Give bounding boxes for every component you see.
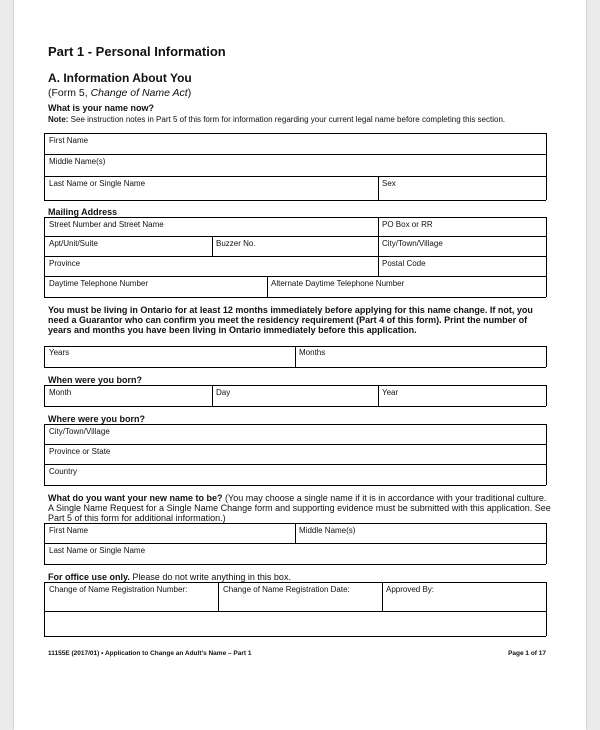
name-now-question: What is your name now? (48, 103, 155, 113)
birth-city-field[interactable]: City/Town/Village (49, 427, 110, 436)
birth-country-field[interactable]: Country (49, 467, 78, 476)
sex-field[interactable]: Sex (382, 179, 396, 188)
apt-field[interactable]: Apt/Unit/Suite (49, 239, 98, 248)
mailing-address-heading: Mailing Address (48, 207, 118, 217)
approved-by-box: Approved By: (386, 585, 435, 594)
alt-phone-field[interactable]: Alternate Daytime Telephone Number (271, 279, 405, 288)
birth-place-question: Where were you born? (48, 414, 146, 424)
birth-month-field[interactable]: Month (49, 388, 72, 397)
residency-text: You must be living in Ontario for at least 12 months immediately before applying for this name change. If not, you need a Guarantor who can confirm you meet the residency requirement (Part 4 of this form). Print the number of years and months you have been living in Ontario immediately before this application. (48, 305, 533, 335)
part-title: Part 1 - Personal Information (48, 44, 226, 59)
registration-date-box: Change of Name Registration Date: (223, 585, 350, 594)
new-first-name-field[interactable]: First Name (49, 526, 89, 535)
province-field[interactable]: Province (49, 259, 81, 268)
city-field[interactable]: City/Town/Village (382, 239, 443, 248)
years-field[interactable]: Years (49, 348, 70, 357)
registration-number-box: Change of Name Registration Number: (49, 585, 188, 594)
birth-date-question: When were you born? (48, 375, 143, 385)
footer-form-id: 11155E (2017/01) • Application to Change an Adult’s Name – Part 1 (48, 650, 252, 657)
birth-day-field[interactable]: Day (216, 388, 231, 397)
new-last-name-field[interactable]: Last Name or Single Name (49, 546, 146, 555)
form-reference: (Form 5, Change of Name Act) (48, 87, 192, 99)
months-field[interactable]: Months (299, 348, 326, 357)
birth-year-field[interactable]: Year (382, 388, 399, 397)
po-box-field[interactable]: PO Box or RR (382, 220, 433, 229)
last-name-field[interactable]: Last Name or Single Name (49, 179, 146, 188)
postal-code-field[interactable]: Postal Code (382, 259, 426, 268)
office-use-text: For office use only. Please do not write anything in this box. (48, 572, 291, 582)
middle-names-field[interactable]: Middle Name(s) (49, 157, 106, 166)
buzzer-field[interactable]: Buzzer No. (216, 239, 256, 248)
name-now-note: Note: See instruction notes in Part 5 of this form for information regarding your current legal name before completing this section. (48, 115, 506, 124)
first-name-field[interactable]: First Name (49, 136, 89, 145)
new-name-text: What do you want your new name to be? (You may choose a single name if it is in accordance with your traditional culture. A Single Name Request for a Single Name Change form and supporting evidence must be submitted with this application. See Part 5 of this form for additional information.) (48, 493, 551, 523)
street-field[interactable]: Street Number and Street Name (49, 220, 164, 229)
birth-province-field[interactable]: Province or State (49, 447, 111, 456)
phone-field[interactable]: Daytime Telephone Number (49, 279, 149, 288)
section-title: A. Information About You (48, 71, 192, 85)
new-middle-names-field[interactable]: Middle Name(s) (299, 526, 356, 535)
footer-page-number: Page 1 of 17 (508, 650, 546, 657)
